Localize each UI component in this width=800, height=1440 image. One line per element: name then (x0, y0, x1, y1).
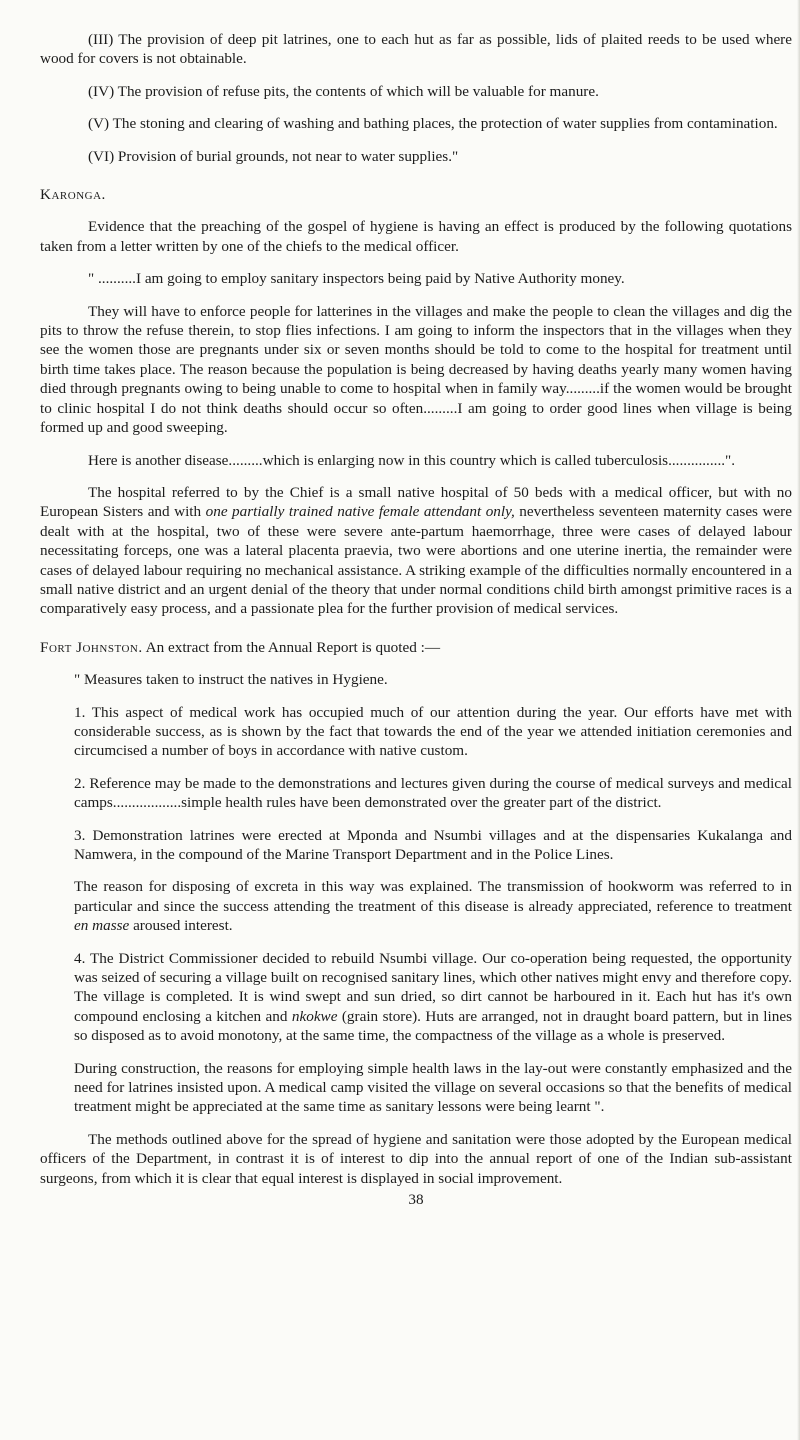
section-heading-fort-johnston: Fort Johnston. (40, 638, 143, 656)
measure-4-text-a: 4. The District Commissioner decided to rebuild Nsumbi village. Our co-operation being requested, the opportunity was seized of securing a village built on recognised sanitary lines, which other natives might envy and therefore copy. The village is completed. It is wind swept and sun dried, so dirt cannot be harboured in it. Each hut has it's own compound enclosing a kitchen and (74, 949, 792, 1025)
item-vi: (VI) Provision of burial grounds, not near to water supplies." (88, 147, 459, 165)
karonga-intro: Evidence that the preaching of the gospel of hygiene is having an effect is produced by the following quotations taken from a letter written by one of the chiefs to the medical officer. (40, 218, 792, 255)
item-iii: (III) The provision of deep pit latrines, one to each hut as far as possible, lids of plaited reeds to be used where wood for covers is not obtainable. (40, 31, 792, 68)
measure-3: 3. Demonstration latrines were erected at Mponda and Nsumbi villages and at the dispensaries Kukalanga and Namwera, in the compound of the Marine Transport Department and in the Police Lines. (74, 826, 792, 863)
chief-quote-2: They will have to enforce people for latterines in the villages and make the people to clean the villages and dig the pits to throw the refuse therein, to stop flies infections. I am going to inform the inspectors that in the villages when they see the women those are pregnants under six or seven months should be told to come to the hospital for treatment until birth time takes place. The reason because the population is being decreased by having deaths yearly many women having died through pregnants owing to being unable to come to hospital when in family way.........if the women would be brought to clinic hospital I do not think deaths should occur so often.........I am going to order good lines when village is being formed up and good sweeping. (40, 302, 792, 437)
measure-1: 1. This aspect of medical work has occupied much of our attention during the year. Our efforts have met with considerable success, as is shown by the fact that towards the end of the year we attended initiation ceremonies and circumcised a number of boys in accordance with native custom. (74, 703, 792, 760)
closing-paragraph: The methods outlined above for the spread of hygiene and sanitation were those adopted by the European medical officers of the Department, in contrast it is of interest to dip into the annual report of one of the Indian sub-assistant surgeons, from which it is clear that equal interest is displayed in social improvement. (40, 1130, 792, 1187)
section-heading-karonga: Karonga. (40, 186, 106, 204)
measures-title: " Measures taken to instruct the natives in Hygiene. (74, 671, 388, 689)
item-iv: (IV) The provision of refuse pits, the contents of which will be valuable for manure. (88, 82, 599, 100)
document-page (40, 30, 792, 1210)
measure-5: During construction, the reasons for employing simple health laws in the lay-out were constantly emphasized and the need for latrines insisted upon. A medical camp visited the village on several occasions so that the benefits of medical treatment might be appreciated at the same time as sanitary lessons were being learnt ". (74, 1059, 792, 1116)
measure-4-emphasis: nkokwe (291, 1007, 338, 1025)
chief-quote-1: " ..........I am going to employ sanitary inspectors being paid by Native Authority money. (88, 270, 625, 288)
measure-3b-text-b: aroused interest. (129, 917, 233, 935)
fort-johnston-intro: An extract from the Annual Report is quoted :— (145, 638, 441, 656)
measure-3-continued (40, 877, 792, 935)
measure-4 (40, 949, 792, 1046)
hospital-text-b: nevertheless seventeen maternity cases were dealt with at the hospital, two of these were severe ante-partum haemorrhage, three were cases of delayed labour necessitating forceps, one was a lateral placenta praevia, two were abortions and one uterine inertia, the remainder were cases of delayed labour requiring no mechanical assistance. A striking example of the difficulties normally encountered in a small native district and an urgent denial of the theory that under normal conditions child birth amongst primitive races is a comparatively easy process, and a passionate plea for the further provision of medical services. (40, 503, 792, 618)
hospital-paragraph (40, 483, 792, 619)
measure-3b-text-a: The reason for disposing of excreta in this way was explained. The transmission of hookworm was referred to in particular and since the success attending the treatment of this disease is already appreciated, reference to treatment (74, 878, 792, 915)
page-number: 38 (408, 1191, 424, 1209)
measure-2: 2. Reference may be made to the demonstrations and lectures given during the course of medical surveys and medical camps..................simple health rules have been demonstrated over the greater part of the district. (74, 774, 792, 812)
fort-johnston-line (40, 638, 792, 657)
hospital-text-emphasis: one partially trained native female attendant only, (205, 503, 515, 521)
item-v: (V) The stoning and clearing of washing and bathing places, the protection of water supplies from contamination. (88, 115, 778, 133)
hospital-text-a: The hospital referred to by the Chief is a small native hospital of 50 beds with a medical officer, but with no European Sisters and with (40, 483, 792, 521)
chief-quote-3: Here is another disease.........which is enlarging now in this country which is called tuberculosis...............". (88, 451, 736, 469)
measure-3b-emphasis: en masse (74, 917, 130, 935)
measure-4-text-b: (grain store). Huts are arranged, not in draught board pattern, but in lines so disposed as to avoid monotony, at the same time, the compactness of the village as a whole is preserved. (74, 1007, 792, 1045)
